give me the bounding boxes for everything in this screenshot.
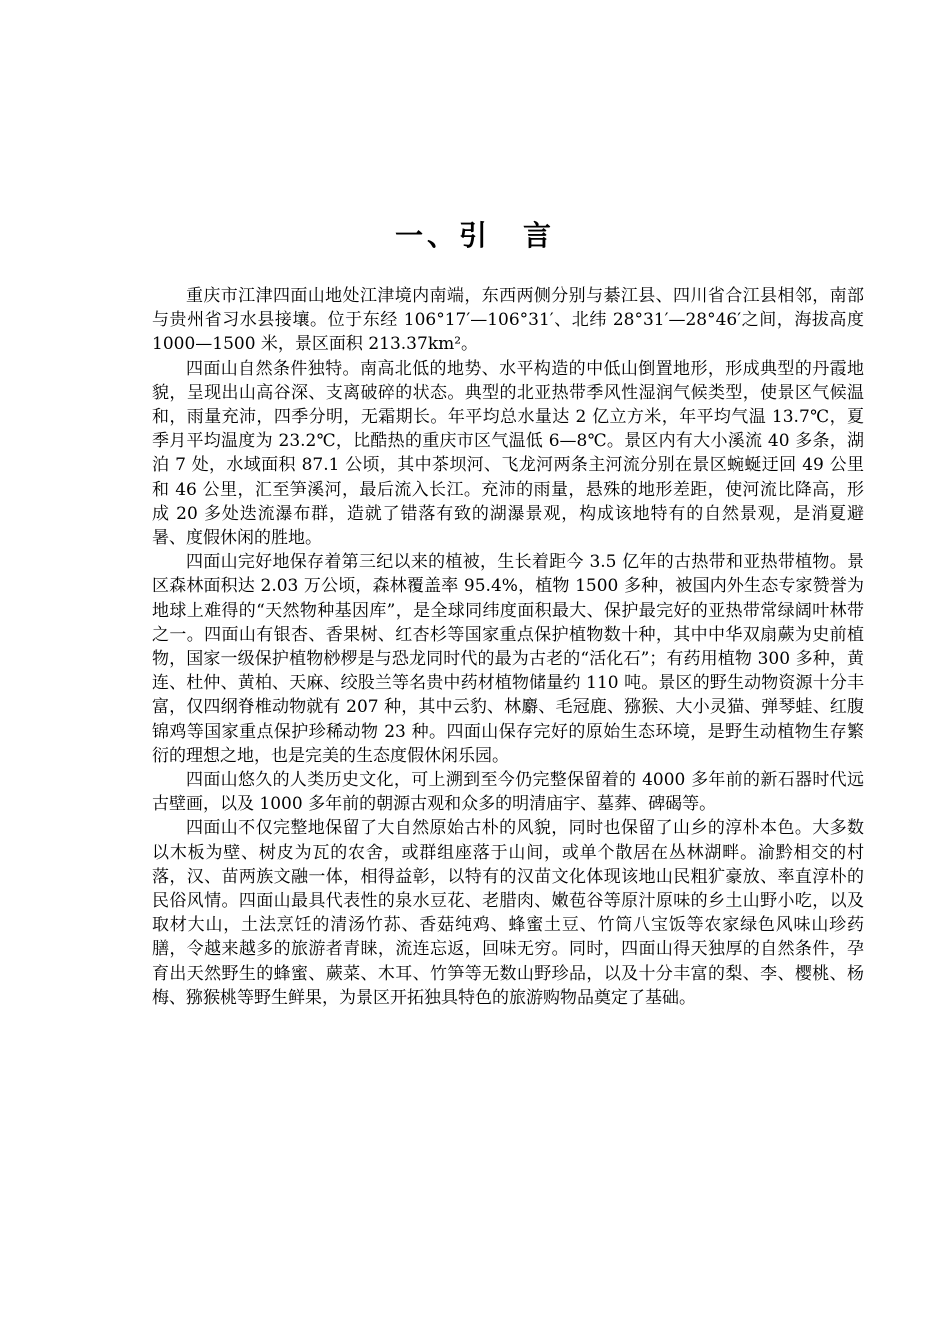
page-title: 一、引 言: [394, 219, 555, 252]
paragraph-folk-customs: 四面山不仅完整地保留了大自然原始古朴的风貌，同时也保留了山乡的淳朴本色。大多数以木板为壁、树皮为瓦的农舍，或群组座落于山间，或单个散居在丛林湖畔。渝黔相交的村落，汉、苗两族文融一体，相得益彰，以特有的汉苗文化体现该地山民粗犷豪放、率直淳朴的民俗风情。四面山最具代表性的泉水豆花、老腊肉、嫩苞谷等原汁原味的乡土山野小吃，以及取材大山，土法烹饪的清汤竹荪、香菇纯鸡、蜂蜜土豆、竹筒八宝饭等农家绿色风味山珍药膳，令越来越多的旅游者青睐，流连忘返，回味无穷。同时，四面山得天独厚的自然条件，孕育出天然野生的蜂蜜、蕨菜、木耳、竹笋等无数山野珍品，以及十分丰富的梨、李、樱桃、杨梅、猕猴桃等野生鲜果，为景区开拓独具特色的旅游购物品奠定了基础。: [152, 818, 864, 1008]
paragraph-location: 重庆市江津四面山地处江津境内南端，东西两侧分别与綦江县、四川省合江县相邻，南部与贵州省习水县接壤。位于东经 106°17′—106°31′、北纬 28°31′—28°46′之间，海拔高度 1000—1500 米，景区面积 213.37km²。: [152, 286, 864, 355]
paragraph-vegetation-wildlife: 四面山完好地保存着第三纪以来的植被，生长着距今 3.5 亿年的古热带和亚热带植物。景区森林面积达 2.03 万公顷，森林覆盖率 95.4%，植物 1500 多种，被国内外生态专家赞誉为地球上难得的“天然物种基因库”，是全球同纬度面积最大、保护最完好的亚热带常绿阔叶林带之一。四面山有银杏、香果树、红杏杉等国家重点保护植物数十种，其中中华双扇蕨为史前植物，国家一级保护植物桫椤是与恐龙同时代的最为古老的“活化石”；有药用植物 300 多种，黄连、杜仲、黄柏、天麻、绞股兰等名贵中药材植物储量约 110 吨。景区的野生动物资源十分丰富，仅四纲脊椎动物就有 207 种，其中云豹、林麝、毛冠鹿、猕猴、大小灵猫、弹琴蛙、红腹锦鸡等国家重点保护珍稀动物 23 种。四面山保存完好的原始生态环境，是野生动植物生存繁衍的理想之地，也是完美的生态度假休闲乐园。: [152, 552, 864, 766]
paragraph-history-culture: 四面山悠久的人类历史文化，可上溯到至今仍完整保留着的 4000 多年前的新石器时代远古壁画，以及 1000 多年前的朝源古观和众多的明清庙宇、墓葬、碑碣等。: [152, 770, 864, 815]
body-text: [152, 284, 864, 1010]
paragraph-natural-conditions: 四面山自然条件独特。南高北低的地势、水平构造的中低山倒置地形，形成典型的丹霞地貌，呈现出山高谷深、支离破碎的状态。典型的北亚热带季风性湿润气候类型，使景区气候温和，雨量充沛，四季分明，无霜期长。年平均总水量达 2 亿立方米，年平均气温 13.7℃，夏季月平均温度为 23.2℃，比酷热的重庆市区气温低 6—8℃。景区内有大小溪流 40 多条，湖泊 7 处，水域面积 87.1 公顷，其中茶坝河、飞龙河两条主河流分别在景区蜿蜒迂回 49 公里和 46 公里，汇至笋溪河，最后流入长江。充沛的雨量，悬殊的地形差距，使河流比降高，形成 20 多处迭流瀑布群，造就了错落有致的湖瀑景观，构成该地特有的自然景观，是消夏避暑、度假休闲的胜地。: [152, 358, 864, 549]
